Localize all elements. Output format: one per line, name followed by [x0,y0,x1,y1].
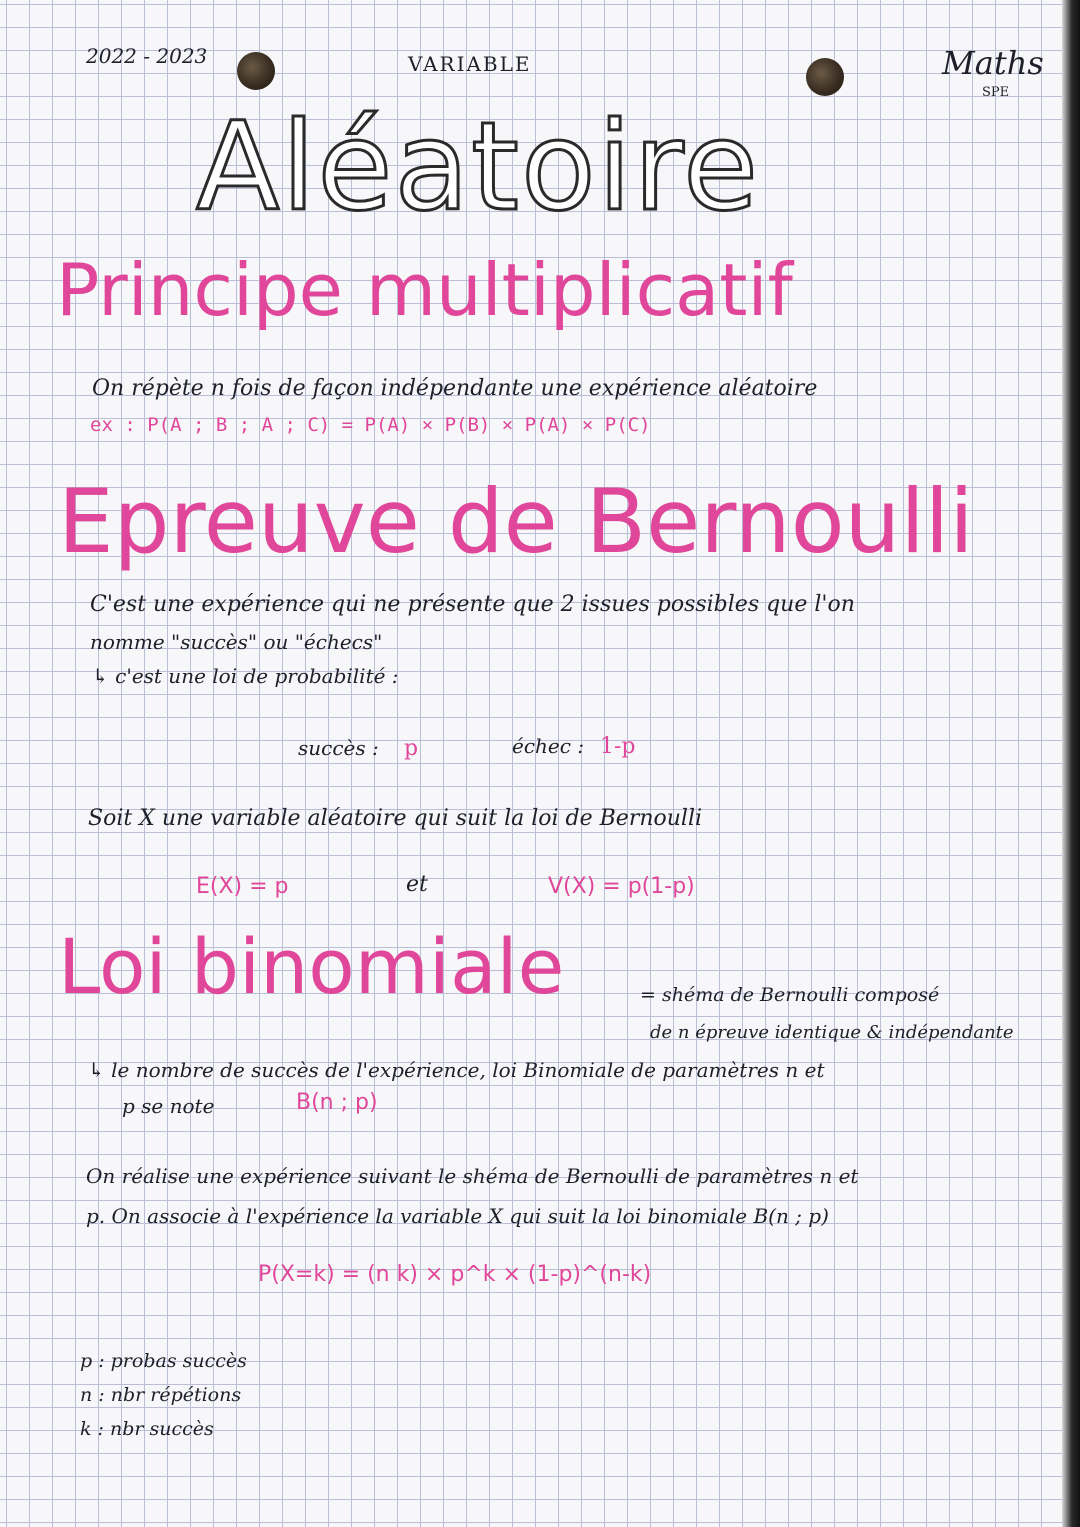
variance-formula: V(X) = p(1-p) [548,874,695,899]
binomial-probability-formula: P(X=k) = (n k) × p^k × (1-p)^(n-k) [258,1262,652,1287]
header-level: SPE [982,85,1010,100]
bernoulli-definition-line3: ↳ c'est une loi de probabilité : [92,664,399,688]
failure-value: 1-p [600,734,636,759]
binder-hole-right [806,58,844,96]
success-value: p [404,736,419,761]
binomiale-side-note-2: de n épreuve identique & indépendante [650,1022,1014,1043]
expectation-formula: E(X) = p [196,874,289,899]
binder-hole-left [237,52,275,90]
success-label: succès : [298,736,379,760]
binomiale-experiment-line1: On réalise une expérience suivant le shéma de Bernoulli de paramètres n et [86,1164,859,1188]
header-category: VARIABLE [408,52,532,76]
and-word: et [406,872,428,897]
header-subject: Maths [942,44,1044,82]
binomiale-notation: B(n ; p) [296,1090,378,1115]
section-title-epreuve-bernoulli: Epreuve de Bernoulli [58,470,974,573]
binomiale-experiment-line2: p. On associe à l'expérience la variable X qui suit la loi binomiale B(n ; p) [86,1204,829,1228]
bernoulli-definition-line1: C'est une expérience qui ne présente que 2 issues possibles que l'on [90,592,855,617]
legend-item-n: n : nbr répétions [80,1384,242,1406]
section-title-loi-binomiale: Loi binomiale [58,922,565,1011]
page-title: Aléatoire [196,96,761,238]
failure-label: échec : [512,734,585,758]
principe-description: On répète n fois de façon indépendante une expérience aléatoire [92,376,818,401]
legend-item-p: p : probas succès [80,1350,247,1372]
binomiale-side-note-1: = shéma de Bernoulli composé [640,984,940,1006]
bernoulli-definition-line2: nomme "succès" ou "échecs" [90,630,383,654]
principe-example: ex : P(A ; B ; A ; C) = P(A) × P(B) × P(A) × P(C) [90,414,651,436]
binomiale-definition-prefix: p se note [122,1094,215,1118]
bernoulli-variable-statement: Soit X une variable aléatoire qui suit la loi de Bernoulli [88,806,703,831]
section-title-principe-multiplicatif: Principe multiplicatif [56,248,793,332]
legend-item-k: k : nbr succès [80,1418,214,1440]
school-year: 2022 - 2023 [86,44,208,68]
notebook-spine-edge [1062,0,1080,1527]
binomiale-definition-line1: ↳ le nombre de succès de l'expérience, loi Binomiale de paramètres n et [88,1058,825,1082]
